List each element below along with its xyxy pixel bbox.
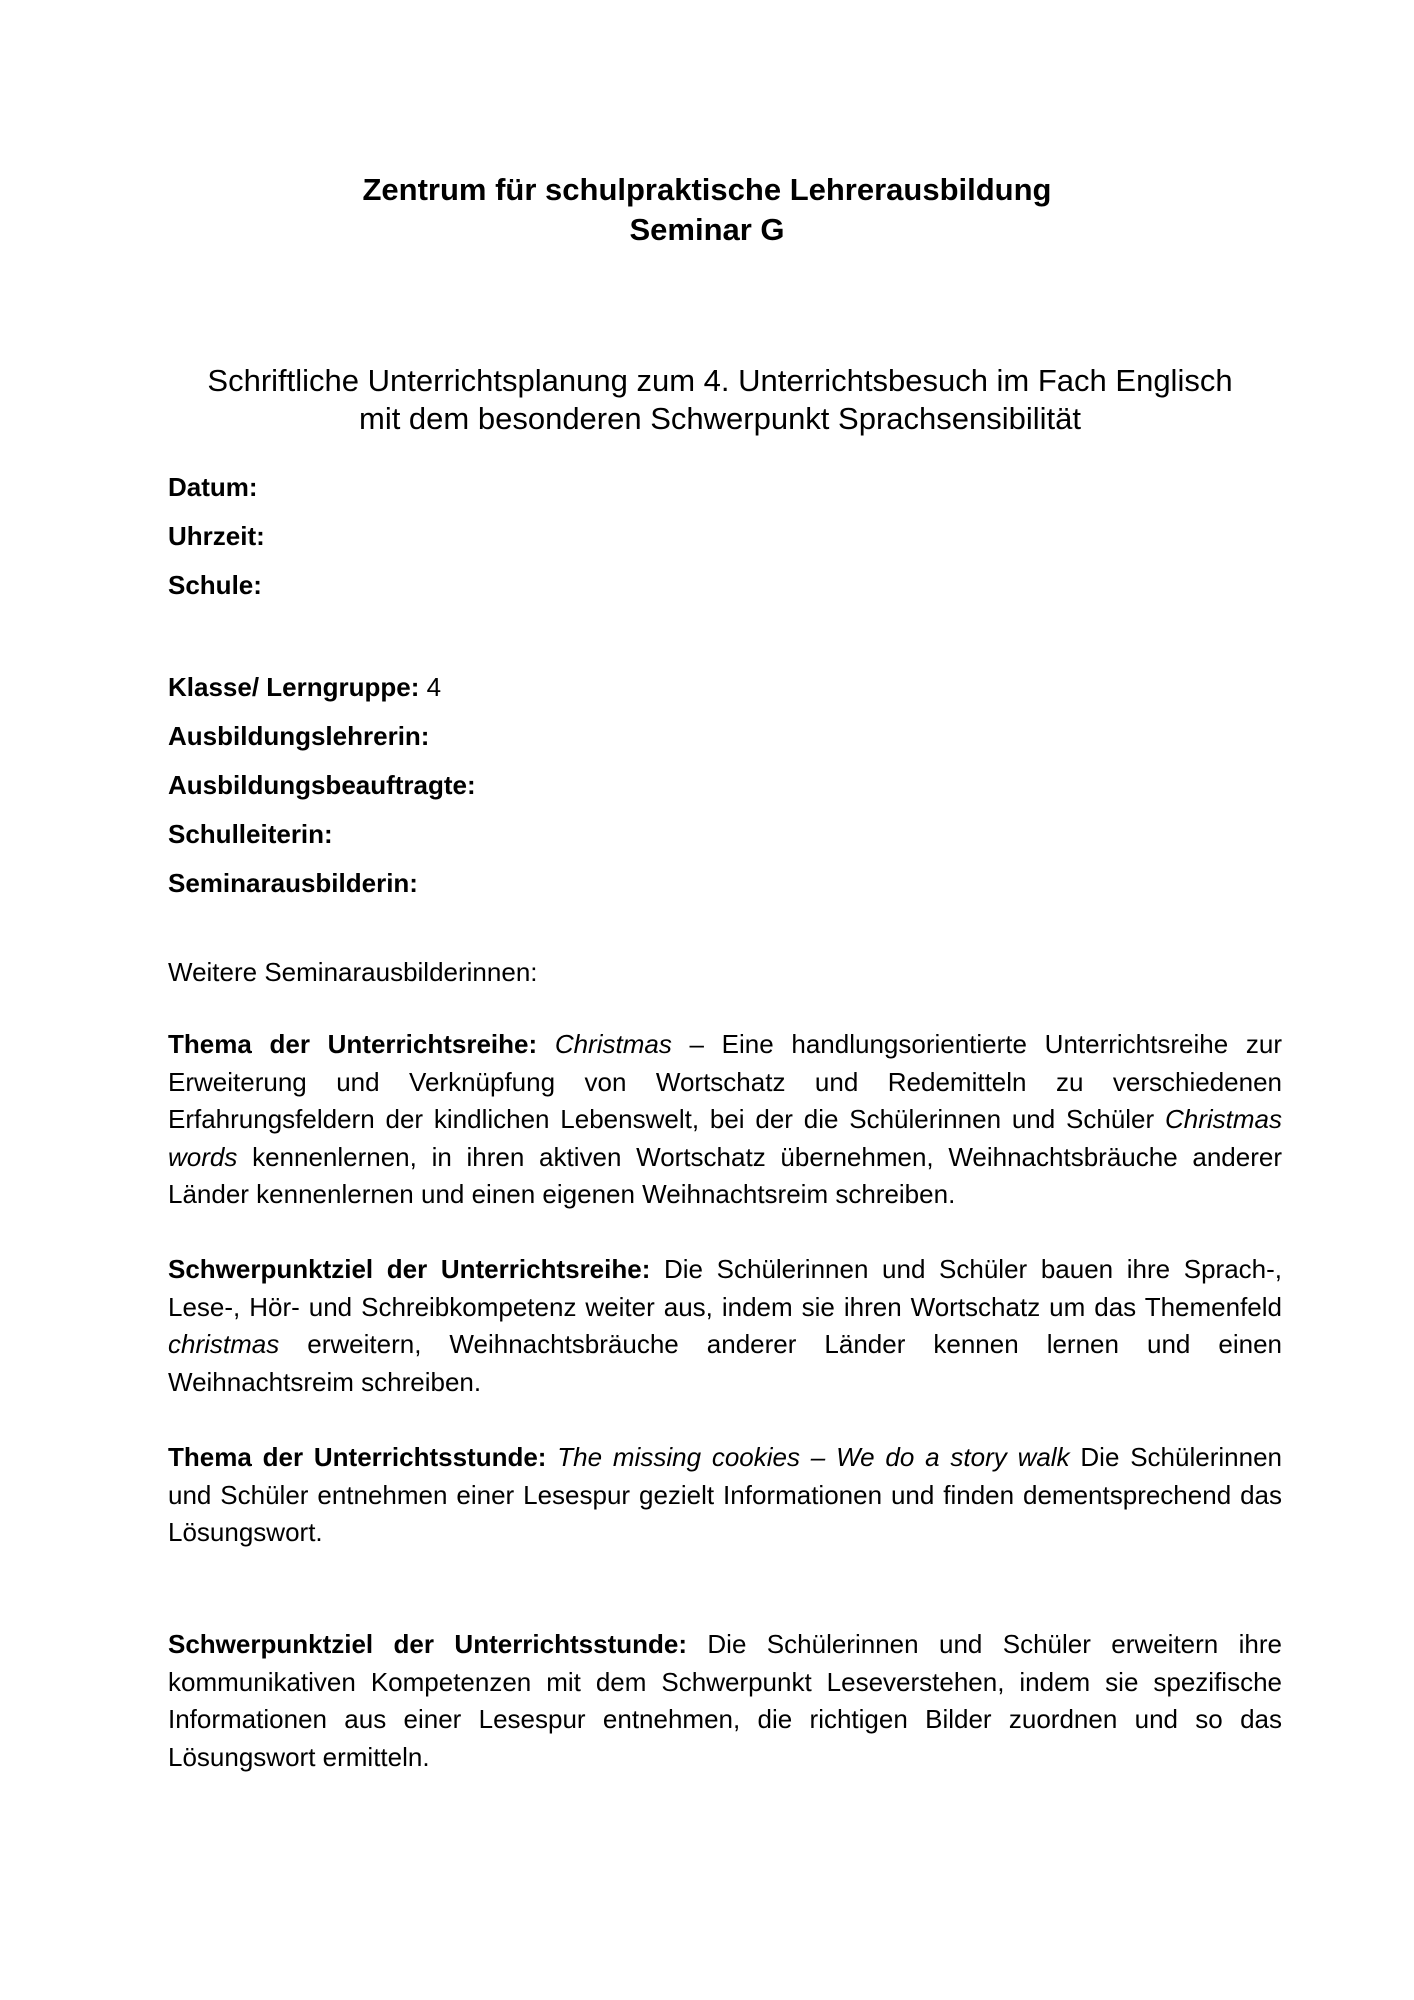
field-datum (168, 472, 265, 521)
ziel-reihe-label: Schwerpunktziel der Unterrichtsreihe: (168, 1254, 651, 1284)
thema-stunde-text-1: Die Schülerinnen und Schüler entnehmen einer Lesespur gezielt Informationen und finden dementsprechend das Lösungswort. (168, 1442, 1282, 1547)
field-schule-label: Schule: (168, 570, 262, 600)
thema-stunde-label: Thema der Unterrichtsstunde: (168, 1442, 547, 1472)
meta-fields-group-2 (168, 672, 476, 917)
field-klasse-value: 4 (419, 672, 442, 702)
ziel-stunde-text-1: Die Schülerinnen und Schüler erweitern ihre kommunikativen Kompetenzen mit dem Schwerpunkt Leseverstehen, indem sie spezifische Informationen aus einer Lesespur entnehmen, die richtigen Bilder zuordnen und so das Lösungswort ermitteln. (168, 1629, 1282, 1772)
seminar-title: Seminar G (629, 212, 785, 247)
paragraph-thema-unterrichtsstunde (168, 1439, 1282, 1552)
ziel-stunde-label: Schwerpunktziel der Unterrichtsstunde: (168, 1629, 687, 1659)
field-weitere-seminarausbilderinnen: Weitere Seminarausbilderinnen: (168, 957, 538, 987)
thema-reihe-italic-2: Christmas words (168, 1104, 1282, 1172)
ziel-reihe-italic-1: christmas (168, 1329, 280, 1359)
field-ausbildungsbeauftragte-label: Ausbildungsbeauftragte: (168, 770, 476, 800)
subtitle-line-1: Schriftliche Unterrichtsplanung zum 4. Unterrichtsbesuch im Fach Englisch (207, 363, 1233, 398)
field-schulleiterin (168, 819, 476, 868)
ziel-reihe-text-1: Die Schülerinnen und Schüler bauen ihre Sprach-, Lese-, Hör- und Schreibkompetenz weiter aus, indem sie ihren Wortschatz um das Themenfeld (168, 1254, 1282, 1322)
thema-reihe-italic-1: Christmas (554, 1029, 672, 1059)
field-klasse-label: Klasse/ Lerngruppe: (168, 672, 420, 702)
field-schulleiterin-label: Schulleiterin: (168, 819, 333, 849)
meta-fields-group-1 (168, 472, 265, 619)
thema-reihe-text-2: kennenlernen, in ihren aktiven Wortschatz übernehmen, Weihnachtsbräuche anderer Länder kennenlernen und einen eigenen Weihnachtsreim schreiben. (168, 1141, 1282, 1209)
thema-reihe-text-1: – Eine handlungsorientierte Unterrichtsreihe zur Erweiterung und Verknüpfung von Wortschatz und Redemitteln zu verschiedenen Erfahrungsfeldern der kindlichen Lebenswelt, bei der die Schülerinnen und Schüler (168, 1029, 1282, 1134)
field-seminarausbilderin-label: Seminarausbilderin: (168, 868, 418, 898)
field-ausbildungsbeauftragte (168, 770, 476, 819)
field-uhrzeit (168, 521, 265, 570)
paragraph-schwerpunktziel-unterrichtsstunde (168, 1626, 1282, 1776)
paragraph-thema-unterrichtsreihe (168, 1026, 1282, 1214)
field-ausbildungslehrerin (168, 721, 476, 770)
field-ausbildungslehrerin-label: Ausbildungslehrerin: (168, 721, 430, 751)
field-schule (168, 570, 265, 619)
subtitle-line-2: mit dem besonderen Schwerpunkt Sprachsensibilität (359, 401, 1081, 436)
field-seminarausbilderin (168, 868, 476, 917)
field-uhrzeit-label: Uhrzeit: (168, 521, 265, 551)
thema-stunde-italic-1: The missing cookies – We do a story walk (557, 1442, 1070, 1472)
ziel-reihe-text-2: erweitern, Weihnachtsbräuche anderer Länder kennen lernen und einen Weihnachtsreim schreiben. (168, 1329, 1282, 1397)
thema-reihe-label: Thema der Unterrichtsreihe: (168, 1029, 538, 1059)
document-header (0, 170, 1414, 250)
document-subtitle (150, 362, 1290, 438)
field-klasse (168, 672, 476, 721)
field-datum-label: Datum: (168, 472, 258, 502)
institution-title: Zentrum für schulpraktische Lehrerausbildung (362, 172, 1052, 207)
paragraph-schwerpunktziel-unterrichtsreihe (168, 1251, 1282, 1401)
